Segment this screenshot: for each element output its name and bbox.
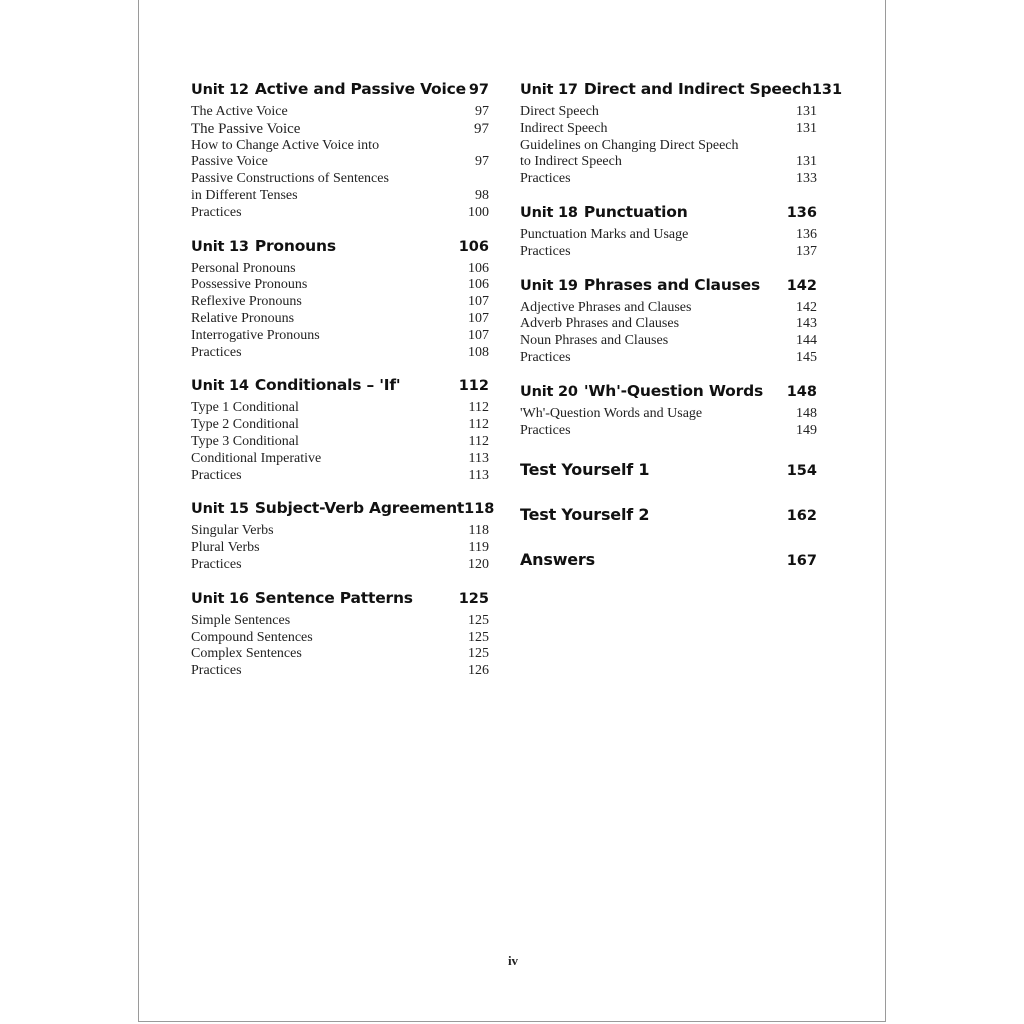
entry-page-number: 149 (796, 422, 817, 438)
entry-label: Adverb Phrases and Clauses (520, 316, 680, 332)
entry-page-number: 113 (468, 467, 489, 483)
toc-unit (191, 376, 489, 484)
entry-page-number: 126 (468, 663, 489, 679)
entry-page-number: 145 (796, 349, 817, 365)
toc-right-column (520, 80, 843, 595)
entry-label: Adjective Phrases and Clauses (520, 299, 692, 315)
toc-entry (191, 188, 489, 205)
page-number: iv (507, 953, 519, 968)
entry-page-number: 97 (475, 154, 489, 170)
unit-page-number: 106 (458, 238, 489, 255)
toc-entry (520, 316, 817, 333)
entry-page-number: 136 (796, 226, 817, 242)
entry-label: Reflexive Pronouns (191, 294, 302, 310)
toc-unit (191, 499, 495, 573)
unit-page-number: 97 (468, 82, 489, 98)
entry-page-number: 144 (796, 333, 817, 349)
toc-entry (520, 244, 817, 261)
toc-entry (191, 540, 489, 557)
toc-entry (191, 663, 489, 680)
entry-label: Practices (191, 204, 242, 220)
unit-page-number: 112 (458, 378, 489, 395)
toc-entry (191, 468, 489, 485)
entry-label: Personal Pronouns (191, 260, 296, 276)
unit-heading (191, 499, 495, 521)
extra-page-number: 154 (786, 463, 817, 480)
toc-entry (191, 311, 489, 328)
unit-name: Pronouns (254, 236, 336, 255)
entry-page-number: 137 (796, 243, 817, 259)
toc-entry (520, 406, 817, 423)
unit-number: Unit 12 (191, 82, 249, 98)
toc-entry (191, 523, 489, 540)
unit-page-number: 142 (786, 277, 817, 294)
unit-number: Unit 16 (191, 590, 249, 607)
unit-title (191, 376, 400, 394)
unit-page-number: 131 (811, 82, 843, 98)
entry-label: Interrogative Pronouns (191, 327, 320, 343)
unit-heading (520, 80, 843, 102)
entry-page-number: 133 (796, 171, 817, 187)
toc-entry (191, 451, 489, 468)
toc-unit (520, 276, 817, 367)
toc-entry (191, 417, 489, 434)
unit-title (191, 237, 336, 255)
extra-page-number: 162 (786, 508, 817, 525)
entry-label: Simple Sentences (191, 612, 291, 628)
entry-label: Conditional Imperative (191, 450, 322, 466)
entry-label: to Indirect Speech (520, 154, 622, 170)
unit-title (191, 589, 413, 607)
entry-page-number: 107 (468, 294, 489, 310)
entry-page-number: 125 (468, 646, 489, 662)
extra-page-number: 167 (786, 553, 817, 570)
toc-extra-entry (520, 550, 817, 569)
extra-name: Answers (520, 550, 595, 570)
entry-label: Relative Pronouns (191, 310, 295, 326)
unit-number: Unit 19 (520, 277, 578, 294)
unit-name: Sentence Patterns (254, 588, 413, 607)
toc-entry (520, 154, 817, 171)
toc-extra-entry (520, 505, 817, 524)
entry-label: Guidelines on Changing Direct Speech (520, 137, 739, 153)
extra-name: Test Yourself 1 (520, 460, 650, 480)
toc-entry (520, 121, 817, 138)
unit-title (191, 499, 464, 517)
toc-entry (191, 557, 489, 574)
toc-entry (520, 350, 817, 367)
unit-number: Unit 15 (191, 501, 249, 518)
entry-page-number: 106 (468, 260, 489, 276)
unit-number: Unit 18 (520, 204, 578, 221)
entry-label: in Different Tenses (191, 187, 298, 203)
entry-label: Possessive Pronouns (191, 277, 308, 293)
entry-page-number: 131 (796, 154, 817, 170)
entry-page-number: 119 (468, 540, 489, 556)
unit-name: Conditionals – 'If' (254, 376, 401, 395)
toc-entry (520, 171, 817, 188)
unit-name: Phrases and Clauses (583, 275, 761, 294)
unit-number: Unit 17 (520, 82, 578, 98)
toc-entry (191, 121, 489, 138)
extra-title (520, 550, 595, 569)
entry-page-number: 131 (796, 120, 817, 136)
extra-name: Test Yourself 2 (520, 505, 650, 525)
entry-label: 'Wh'-Question Words and Usage (520, 405, 703, 421)
unit-title (520, 203, 688, 221)
unit-title (520, 276, 760, 294)
entry-label: Practices (520, 171, 571, 187)
book-page (138, 0, 886, 1022)
entry-label: Complex Sentences (191, 646, 302, 662)
unit-heading (520, 382, 817, 404)
toc-unit (191, 589, 489, 680)
entry-page-number: 97 (474, 120, 489, 137)
entry-page-number: 107 (468, 327, 489, 343)
entry-page-number: 112 (468, 433, 489, 449)
entry-page-number: 125 (468, 629, 489, 645)
entry-page-number: 112 (468, 400, 489, 416)
toc-entry (191, 630, 489, 647)
entry-label: Compound Sentences (191, 629, 313, 645)
toc-entry (191, 261, 489, 278)
entry-page-number: 143 (796, 316, 817, 332)
entry-page-number: 148 (796, 405, 817, 421)
entry-label: Passive Voice (191, 154, 268, 170)
toc-entry (191, 294, 489, 311)
toc-entry (520, 227, 817, 244)
toc-entry (191, 154, 489, 171)
entry-page-number: 118 (468, 523, 489, 539)
unit-title (191, 80, 466, 98)
entry-label: Practices (191, 556, 242, 572)
entry-page-number: 97 (475, 104, 489, 119)
unit-page-number: 125 (458, 590, 489, 607)
toc-entry (191, 646, 489, 663)
toc-entry (520, 104, 817, 121)
entry-label: Practices (191, 663, 242, 679)
entry-label: Direct Speech (520, 104, 599, 119)
entry-label: Type 3 Conditional (191, 433, 299, 449)
toc-entry (520, 423, 817, 440)
unit-heading (191, 80, 489, 102)
toc-unit (520, 80, 843, 188)
unit-number: Unit 14 (191, 378, 249, 395)
toc-entry (191, 328, 489, 345)
entry-page-number: 131 (796, 104, 817, 119)
toc-entry (191, 434, 489, 451)
toc-unit (191, 237, 489, 362)
unit-number: Unit 20 (520, 383, 578, 400)
unit-name: Active and Passive Voice (254, 80, 466, 98)
entry-page-number: 108 (468, 344, 489, 360)
unit-heading (191, 237, 489, 259)
unit-name: Direct and Indirect Speech (583, 80, 812, 98)
entry-label: Practices (520, 422, 571, 438)
entry-page-number: 107 (468, 310, 489, 326)
unit-name: 'Wh'-Question Words (583, 381, 763, 400)
unit-name: Subject-Verb Agreement (254, 499, 465, 518)
extra-title (520, 505, 649, 524)
unit-title (520, 80, 812, 98)
toc-entry (191, 400, 489, 417)
toc-entry (191, 345, 489, 362)
unit-title (520, 382, 763, 400)
entry-label: Type 1 Conditional (191, 400, 299, 416)
entry-page-number: 112 (468, 417, 489, 433)
entry-label: Practices (191, 344, 242, 360)
entry-page-number: 125 (468, 612, 489, 628)
toc-unit (520, 382, 817, 440)
entry-page-number: 98 (475, 187, 489, 203)
toc-entry (520, 300, 817, 317)
toc-entry (520, 333, 817, 350)
entry-label: Practices (520, 243, 571, 259)
entry-label: Type 2 Conditional (191, 417, 299, 433)
entry-label: How to Change Active Voice into (191, 137, 380, 153)
toc-entry (191, 205, 489, 222)
unit-name: Punctuation (583, 202, 688, 221)
entry-label: Practices (520, 349, 571, 365)
toc-entry (191, 277, 489, 294)
entry-label: Singular Verbs (191, 523, 274, 539)
entry-label: Practices (191, 467, 242, 483)
entry-label: Passive Constructions of Sentences (191, 171, 389, 187)
entry-page-number: 120 (468, 556, 489, 572)
unit-heading (191, 589, 489, 611)
unit-page-number: 118 (464, 501, 495, 518)
unit-number: Unit 13 (191, 238, 249, 255)
unit-heading (520, 203, 817, 225)
entry-label: Noun Phrases and Clauses (520, 333, 669, 349)
entry-label: Punctuation Marks and Usage (520, 226, 689, 242)
extra-title (520, 460, 649, 479)
entry-label: Plural Verbs (191, 540, 260, 556)
entry-page-number: 142 (796, 299, 817, 315)
toc-unit (520, 203, 817, 261)
entry-page-number: 113 (468, 450, 489, 466)
toc-left-column (191, 80, 495, 695)
unit-heading (520, 276, 817, 298)
toc-entry (191, 104, 489, 121)
entry-label: The Active Voice (191, 104, 288, 119)
unit-page-number: 136 (786, 204, 817, 221)
toc-unit (191, 80, 489, 222)
entry-page-number: 100 (468, 204, 489, 220)
entry-page-number: 106 (468, 277, 489, 293)
toc-entry (191, 613, 489, 630)
toc-extra-entry (520, 460, 817, 479)
entry-label: The Passive Voice (191, 120, 301, 137)
unit-heading (191, 376, 489, 398)
entry-label: Indirect Speech (520, 120, 608, 136)
unit-page-number: 148 (786, 383, 817, 400)
